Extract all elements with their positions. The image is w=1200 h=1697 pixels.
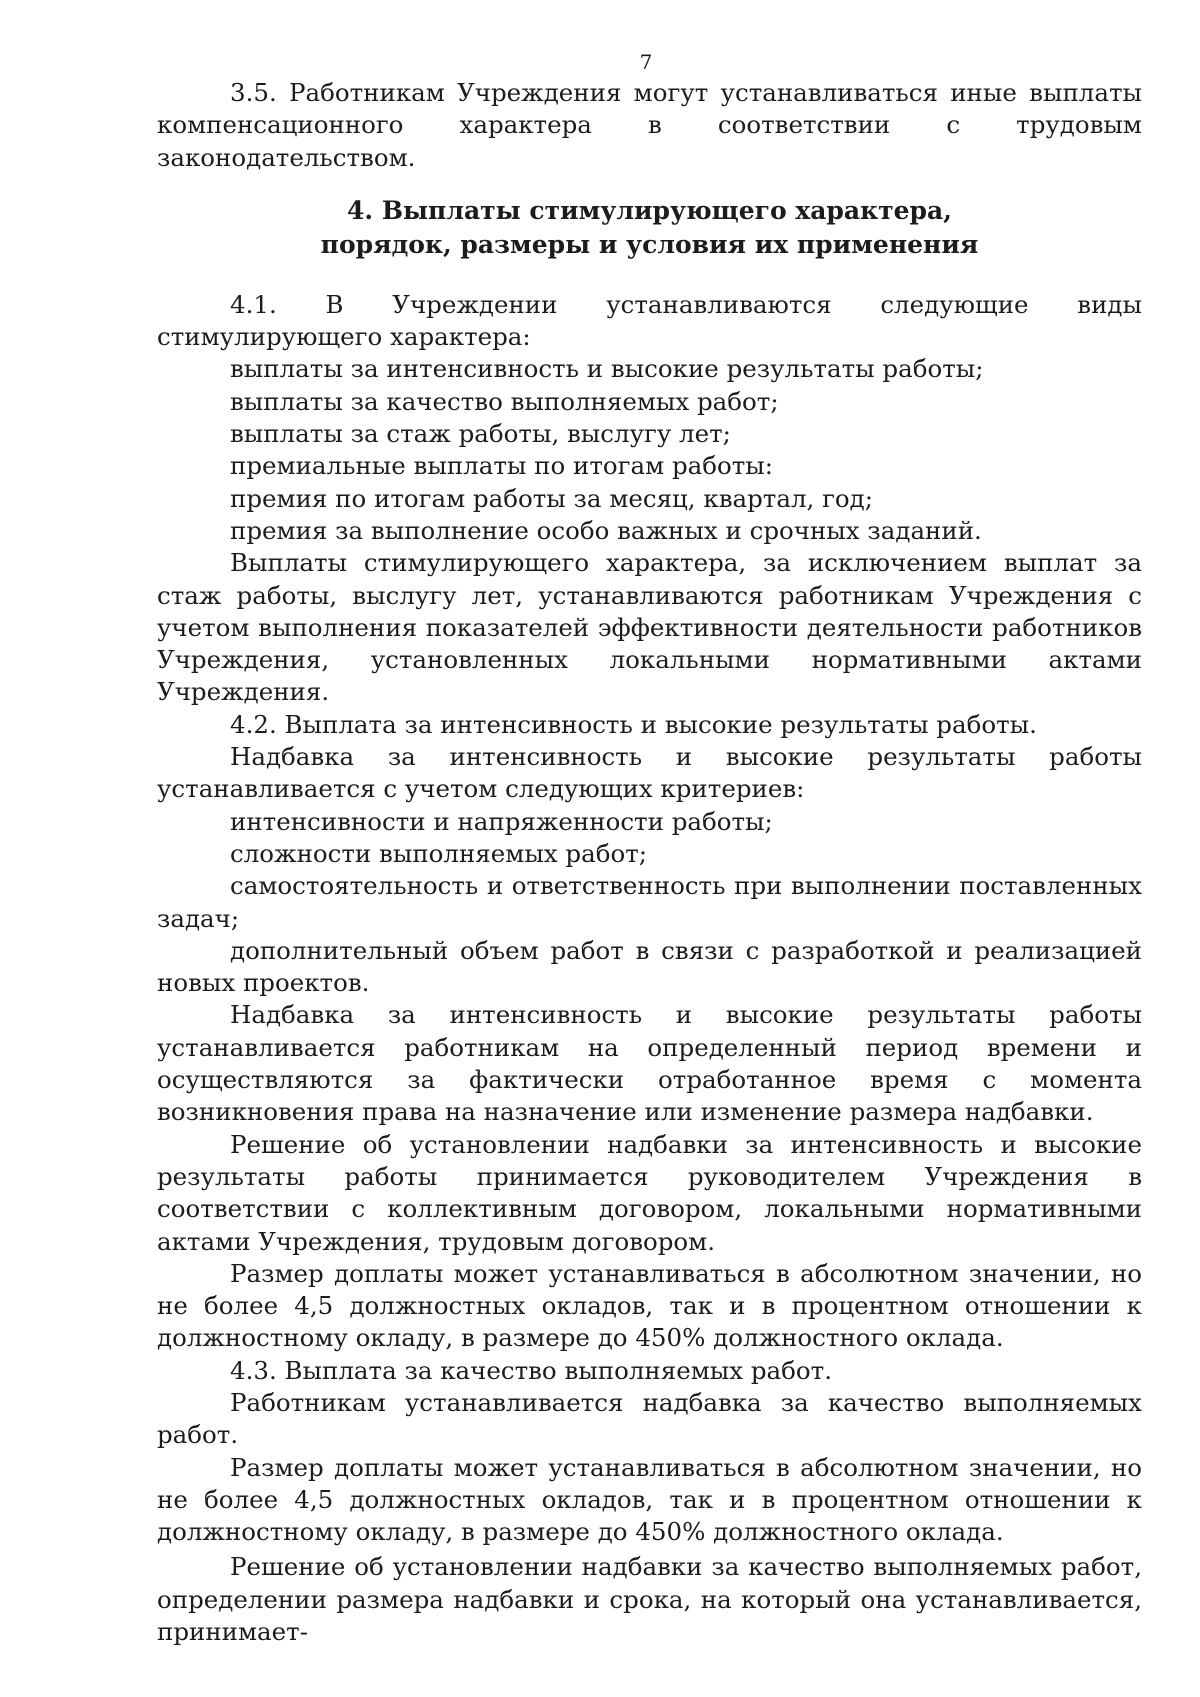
- page-number: 7: [639, 50, 653, 74]
- list-item: премия за выполнение особо важных и срочных заданий.: [230, 515, 982, 545]
- paragraph-4-1-note: Выплаты стимулирующего характера, за исключением выплат за стаж работы, выслугу лет, устанавливаются работникам Учреждения с учетом выполнения показателей эффективности деятельности работников Учреждения, установленных локальными нормативными актами Учреждения.: [157, 548, 1142, 707]
- list-item: выплаты за интенсивность и высокие результаты работы;: [230, 354, 984, 384]
- paragraph-4-2-decision: Решение об установлении надбавки за интенсивность и высокие результаты работы принимается руководителем Учреждения в соответствии с коллективным договором, локальными нормативными актами Учреждения, трудовым договором.: [157, 1129, 1142, 1256]
- list-item: премия по итогам работы за месяц, квартал, год;: [230, 483, 874, 513]
- paragraph-4-3-decision: Решение об установлении надбавки за качество выполняемых работ, определении размера надбавки и срока, на который она устанавливается, принимает-: [157, 1552, 1142, 1647]
- criteria-item: дополнительный объем работ в связи с разработкой и реализацией новых проектов.: [157, 935, 1142, 998]
- criteria-item: сложности выполняемых работ;: [230, 838, 648, 868]
- paragraph-4-2-title: 4.2. Выплата за интенсивность и высокие результаты работы.: [230, 709, 1037, 739]
- criteria-item: самостоятельность и ответственность при выполнении поставленных задач;: [157, 871, 1142, 933]
- paragraph-4-3-title: 4.3. Выплата за качество выполняемых работ.: [230, 1355, 832, 1385]
- paragraph-3-5: 3.5. Работникам Учреждения могут устанавливаться иные выплаты компенсационного характера в соответствии с трудовым законодательством.: [157, 78, 1142, 172]
- paragraph-4-3-established: Работникам устанавливается надбавка за качество выполняемых работ.: [157, 1387, 1142, 1450]
- section-4-heading: [157, 194, 1142, 262]
- paragraph-4-3-size: Размер доплаты может устанавливаться в абсолютном значении, но не более 4,5 должностных окладов, так и в процентном отношении к должностному окладу, в размере до 450% должностного оклада.: [157, 1452, 1142, 1547]
- section-4-heading-line-2: порядок, размеры и условия их применения: [320, 229, 979, 259]
- section-4-heading-line-1: 4. Выплаты стимулирующего характера,: [347, 195, 952, 225]
- document-body: [157, 77, 1142, 1648]
- paragraph-4-2-criteria-intro: Надбавка за интенсивность и высокие результаты работы устанавливается с учетом следующих критериев:: [157, 742, 1142, 804]
- paragraph-4-2-period: Надбавка за интенсивность и высокие результаты работы устанавливается работникам на определенный период времени и осуществляются за фактически отработанное время с момента возникновения права на назначение или изменение размера надбавки.: [157, 1000, 1142, 1127]
- criteria-item: интенсивности и напряженности работы;: [230, 806, 773, 836]
- paragraph-4-1-intro: 4.1. В Учреждении устанавливаются следующие виды стимулирующего характера:: [157, 289, 1142, 352]
- list-item: выплаты за качество выполняемых работ;: [230, 386, 779, 416]
- paragraph-4-2-size: Размер доплаты может устанавливаться в абсолютном значении, но не более 4,5 должностных окладов, так и в процентном отношении к должностному окладу, в размере до 450% должностного оклада.: [157, 1258, 1142, 1353]
- list-item: премиальные выплаты по итогам работы:: [230, 451, 774, 481]
- list-item: выплаты за стаж работы, выслугу лет;: [230, 419, 731, 449]
